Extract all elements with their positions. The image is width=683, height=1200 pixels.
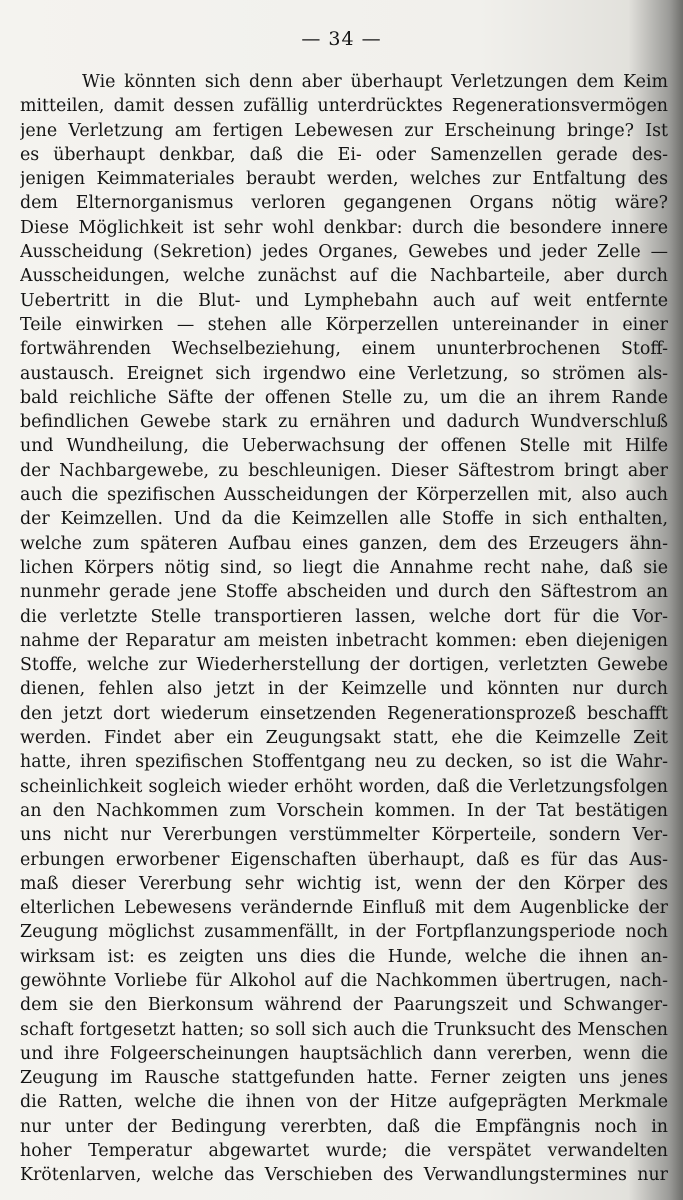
text-line: es überhaupt denkbar, daß die Ei- oder Samenzellen gerade des- (20, 144, 668, 165)
text-line: uns nicht nur Vererbungen verstümmelter Körperteile, sondern Ver- (20, 825, 668, 846)
text-line: Diese Möglichkeit ist sehr wohl denkbar: durch die besondere innere (20, 217, 668, 238)
text-line: Krötenlarven, welche das Verschieben des Verwandlungstermines nur (20, 1165, 668, 1186)
text-line: werden. Findet aber ein Zeugungsakt statt, ehe die Keimzelle Zeit (20, 728, 668, 749)
text-line: austausch. Ereignet sich irgendwo eine Verletzung, so strömen als- (20, 363, 668, 384)
text-line: bald reichliche Säfte der offenen Stelle zu, um die an ihrem Rande (20, 387, 668, 408)
text-line: lichen Körpers nötig sind, so liegt die Annahme recht nahe, daß sie (20, 557, 668, 578)
text-line: schaft fortgesetzt hatten; so soll sich auch die Trunksucht des Menschen (20, 1019, 668, 1040)
text-line: erbungen erworbener Eigenschaften überhaupt, daß es für das Aus- (20, 849, 668, 870)
text-line: befindlichen Gewebe stark zu ernähren und dadurch Wundverschluß (20, 412, 668, 433)
text-line: den jetzt dort wiederum einsetzenden Regenerationsprozeß beschafft (20, 703, 668, 724)
text-line: Wie könnten sich denn aber überhaupt Verletzungen dem Keim (82, 72, 668, 92)
text-line: hoher Temperatur abgewartet wurde; die verspätet verwandelten (20, 1141, 668, 1162)
text-line: mitteilen, damit dessen zufällig unterdrücktes Regenerationsvermögen (20, 96, 668, 117)
text-line: jene Verletzung am fertigen Lebewesen zur Erscheinung bringe? Ist (20, 120, 668, 141)
text-line: die verletzte Stelle transportieren lassen, welche dort für die Vor- (20, 606, 668, 627)
page-number: — 34 — (301, 28, 382, 50)
text-line: nahme der Reparatur am meisten inbetracht kommen: eben diejenigen (20, 630, 668, 651)
text-line: elterlichen Lebewesens verändernde Einfluß mit dem Augenblicke der (20, 898, 668, 919)
text-line: die Ratten, welche die ihnen von der Hitze aufgeprägten Merkmale (20, 1092, 668, 1113)
text-line: der Keimzellen. Und da die Keimzellen alle Stoffe in sich enthalten, (20, 509, 668, 530)
text-line: scheinlichkeit sogleich wieder erhöht worden, daß die Verletzungsfolgen (20, 776, 668, 797)
text-line: dienen, fehlen also jetzt in der Keimzelle und könnten nur durch (20, 679, 668, 700)
text-line: gewöhnte Vorliebe für Alkohol auf die Nachkommen übertrugen, nach- (20, 970, 668, 991)
text-line: welche zum späteren Aufbau eines ganzen, dem des Erzeugers ähn- (20, 533, 668, 554)
text-line: Teile einwirken — stehen alle Körperzellen untereinander in einer (20, 314, 668, 335)
body-text (20, 70, 668, 1188)
text-line: nunmehr gerade jene Stoffe abscheiden und durch den Säftestrom an (20, 582, 668, 603)
text-line: Stoffe, welche zur Wiederherstellung der dortigen, verletzten Gewebe (20, 655, 668, 676)
text-line: und Wundheilung, die Ueberwachsung der offenen Stelle mit Hilfe (20, 436, 668, 457)
text-line: der Nachbargewebe, zu beschleunigen. Dieser Säftestrom bringt aber (20, 460, 668, 481)
text-line: dem Elternorganismus verloren gegangenen Organs nötig wäre? (20, 193, 668, 214)
text-line: wirksam ist: es zeigten uns dies die Hunde, welche die ihnen an- (20, 946, 668, 967)
text-line: fortwährenden Wechselbeziehung, einem ununterbrochenen Stoff- (20, 339, 668, 360)
text-line: Ausscheidungen, welche zunächst auf die Nachbarteile, aber durch (20, 266, 668, 287)
text-line: jenigen Keimmateriales beraubt werden, welches zur Entfaltung des (20, 169, 668, 190)
text-line: Uebertritt in die Blut- und Lymphebahn auch auf weit entfernte (20, 290, 668, 311)
text-line: maß dieser Vererbung sehr wichtig ist, wenn der den Körper des (20, 873, 668, 894)
text-line: Zeugung möglichst zusammenfällt, in der Fortpflanzungsperiode noch (20, 922, 668, 943)
text-line: nur unter der Bedingung vererbten, daß die Empfängnis noch in (20, 1116, 668, 1137)
text-line: und ihre Folgeerscheinungen hauptsächlich dann vererben, wenn die (20, 1043, 668, 1064)
text-line: Ausscheidung (Sekretion) jedes Organes, Gewebes und jeder Zelle — (20, 242, 668, 263)
text-line: auch die spezifischen Ausscheidungen der Körperzellen mit, also auch (20, 485, 668, 506)
text-line: an den Nachkommen zum Vorschein kommen. In der Tat bestätigen (20, 800, 668, 821)
text-line: hatte, ihren spezifischen Stoffentgang neu zu decken, so ist die Wahr- (20, 752, 668, 773)
text-line: Zeugung im Rausche stattgefunden hatte. Ferner zeigten uns jenes (20, 1068, 668, 1089)
text-line: dem sie den Bierkonsum während der Paarungszeit und Schwanger- (20, 995, 668, 1016)
